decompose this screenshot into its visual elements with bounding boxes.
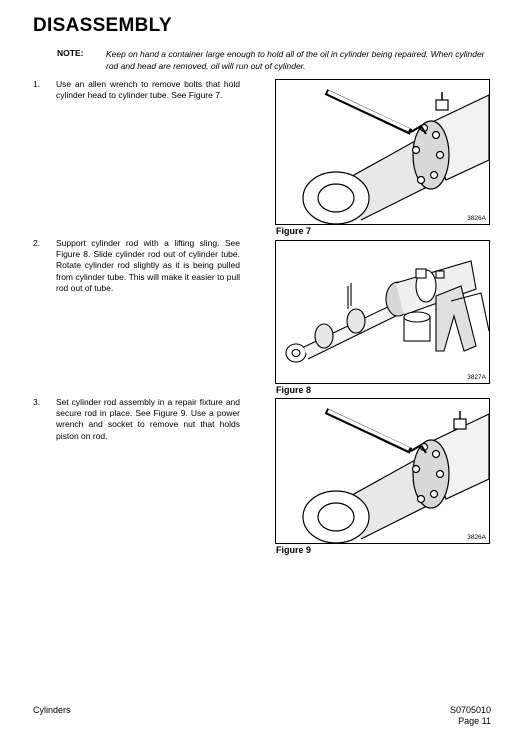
step-1-number: 1. [33,79,41,89]
note-label: NOTE: [57,48,84,58]
step-3-number: 3. [33,397,41,407]
figure-7-illustration [275,79,490,225]
figure-8-code: 3827A [467,374,486,381]
footer-page-info [450,705,491,727]
rod-removal-drawing [276,241,489,383]
step-2-number: 2. [33,238,41,248]
cylinder-head-bolts-drawing [276,80,489,224]
step-2-text: Support cylinder rod with a lifting sling. See Figure 8. Slide cylinder rod out of cylinder tube. Rotate cylinder rod slightly as it is being pulled from cylinder tube. This will make it easier to pull rod out of tube. [56,238,240,293]
figure-7-caption: Figure 7 [276,226,312,236]
figure-8-caption: Figure 8 [276,385,312,395]
figure-9-code: 3826A [467,534,486,541]
page-title: DISASSEMBLY [33,15,172,36]
footer-doc-number: S0705010 [449,705,491,715]
figure-9-caption: Figure 9 [276,545,312,555]
step-3-text: Set cylinder rod assembly in a repair fixture and secure rod in place. See Figure 9. Use a power wrench and socket to remove nut that holds piston on rod. [56,397,240,441]
footer-section: Cylinders [33,705,71,715]
figure-8-illustration [275,240,490,384]
footer-page-number: Page 11 [458,716,491,726]
note-text: Keep on hand a container large enough to hold all of the oil in cylinder being repaired. When cylinder rod and head are removed, oil will run out of cylinder. [106,49,485,71]
piston-nut-removal-drawing [276,399,489,543]
step-1-text: Use an allen wrench to remove bolts that hold cylinder head to cylinder tube. See Figure 7. [56,79,240,101]
figure-7-code: 3826A [467,215,486,222]
figure-9-illustration [275,398,490,544]
